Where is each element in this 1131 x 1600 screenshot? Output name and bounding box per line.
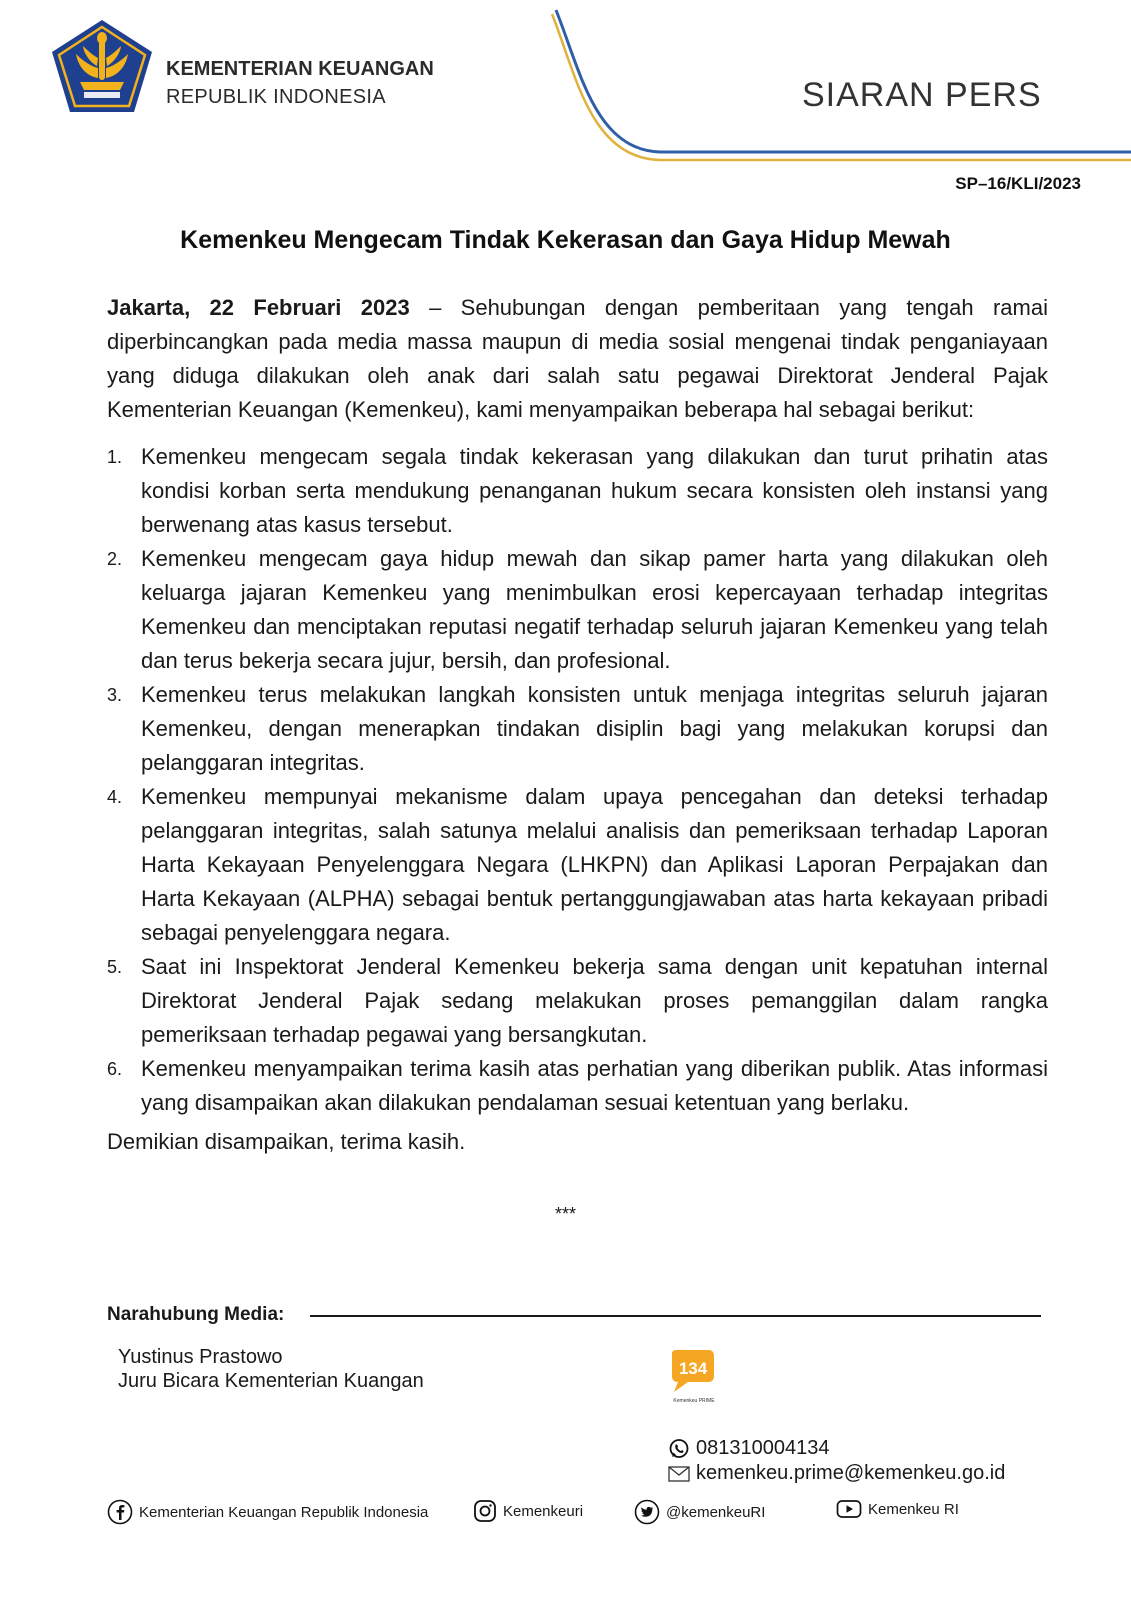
instagram-handle: Kemenkeuri (503, 1502, 584, 1520)
instagram-icon (473, 1499, 497, 1523)
kemenkeu-emblem-icon (50, 18, 154, 114)
social-twitter[interactable] (634, 1499, 765, 1525)
section-separator: *** (554, 1204, 576, 1224)
whatsapp-contact[interactable] (668, 1437, 829, 1460)
document-number: SP–16/KLI/2023 (955, 174, 1081, 193)
release-type-title: SIARAN PERS (802, 76, 1042, 114)
social-youtube[interactable] (836, 1499, 959, 1519)
youtube-icon (836, 1499, 862, 1519)
list-item-text: Saat ini Inspektorat Jenderal Kemenkeu bekerja sama dengan unit kepatuhan internal Direktorat Jenderal Pajak sedang melakukan proses pemanggilan dalam rangka pemeriksaan terhadap pegawai yang bersangkutan. (141, 954, 1048, 1047)
list-item (107, 780, 1048, 950)
email-contact[interactable] (668, 1462, 1005, 1485)
facebook-icon (107, 1499, 133, 1525)
contact-role: Juru Bicara Kementerian Kuangan (118, 1370, 424, 1392)
closing-sentence: Demikian disampaikan, terima kasih. (107, 1129, 466, 1154)
statement-list (107, 440, 1048, 1120)
kemenkeu-prime-logo (668, 1348, 716, 1406)
org-name-line1: KEMENTERIAN KEUANGAN (166, 58, 434, 80)
contact-divider (310, 1315, 1041, 1317)
press-release-title: Kemenkeu Mengecam Tindak Kekerasan dan Gaya Hidup Mewah (180, 226, 951, 254)
list-item-text: Kemenkeu mengecam segala tindak kekerasan yang dilakukan dan turut prihatin atas kondisi korban serta mendukung penanganan hukum secara konsisten oleh instansi yang berwenang atas kasus tersebut. (141, 444, 1048, 537)
list-item (107, 678, 1048, 780)
phone-number: 081310004134 (696, 1437, 830, 1459)
twitter-handle: @kemenkeuRI (666, 1503, 766, 1521)
youtube-handle: Kemenkeu RI (868, 1500, 959, 1518)
org-name-line2: REPUBLIK INDONESIA (166, 86, 386, 108)
list-item-text: Kemenkeu mengecam gaya hidup mewah dan sikap pamer harta yang dilakukan oleh keluarga jajaran Kemenkeu yang menimbulkan erosi kepercayaan terhadap integritas Kemenkeu dan menciptakan reputasi negatif terhadap seluruh jajaran Kemenkeu yang telah dan terus bekerja secara jujur, bersih, dan profesional. (141, 546, 1048, 673)
list-item-text: Kemenkeu mempunyai mekanisme dalam upaya pencegahan dan deteksi terhadap pelanggaran integritas, salah satunya melalui analisis dan pemeriksaan terhadap Laporan Harta Kekayaan Penyelenggara Negara (LHKPN) dan Aplikasi Laporan Perpajakan dan Harta Kekayaan (ALPHA) sebagai bentuk pertanggungjawaban atas harta kekayaan pribadi sebagai penyelenggara negara. (141, 784, 1048, 945)
list-item-text: Kemenkeu terus melakukan langkah konsisten untuk menjaga integritas seluruh jajaran Kemenkeu, dengan menerapkan tindakan disiplin bagi yang melakukan korupsi dan pelanggaran integritas. (141, 682, 1048, 775)
intro-paragraph (107, 291, 1048, 427)
list-item-number: 3. (107, 685, 123, 705)
intro-text: – Sehubungan dengan pemberitaan yang tengah ramai diperbincangkan pada media massa maupun di media sosial mengenai tindak penganiayaan yang diduga dilakukan oleh anak dari salah satu pegawai Direktorat Jenderal Pajak Kementerian Keuangan (Kemenkeu), kami menyampaikan beberapa hal sebagai berikut: (107, 295, 1048, 422)
list-item-number: 5. (107, 957, 123, 977)
twitter-icon (634, 1499, 660, 1525)
list-item (107, 1052, 1048, 1120)
social-facebook[interactable] (107, 1499, 428, 1525)
list-item-number: 2. (107, 549, 123, 569)
whatsapp-icon (668, 1438, 690, 1460)
media-contact-label: Narahubung Media: (107, 1304, 285, 1325)
list-item-text: Kemenkeu menyampaikan terima kasih atas perhatian yang diberikan publik. Atas informasi yang disampaikan akan dilakukan pendalaman sesuai ketentuan yang berlaku. (141, 1056, 1048, 1115)
envelope-icon (668, 1466, 690, 1482)
list-item (107, 440, 1048, 542)
list-item-number: 4. (107, 787, 123, 807)
list-item (107, 950, 1048, 1052)
facebook-handle: Kementerian Keuangan Republik Indonesia (139, 1503, 429, 1521)
prime-caption: Kemenkeu PRIME (673, 1398, 715, 1404)
list-item-number: 6. (107, 1059, 123, 1079)
list-item (107, 542, 1048, 678)
prime-number: 134 (678, 1359, 708, 1378)
email-address: kemenkeu.prime@kemenkeu.go.id (696, 1462, 1006, 1484)
contact-name: Yustinus Prastowo (118, 1346, 283, 1368)
list-item-number: 1. (107, 447, 123, 467)
social-instagram[interactable] (473, 1499, 583, 1523)
intro-dateline: Jakarta, 22 Februari 2023 (107, 295, 410, 320)
